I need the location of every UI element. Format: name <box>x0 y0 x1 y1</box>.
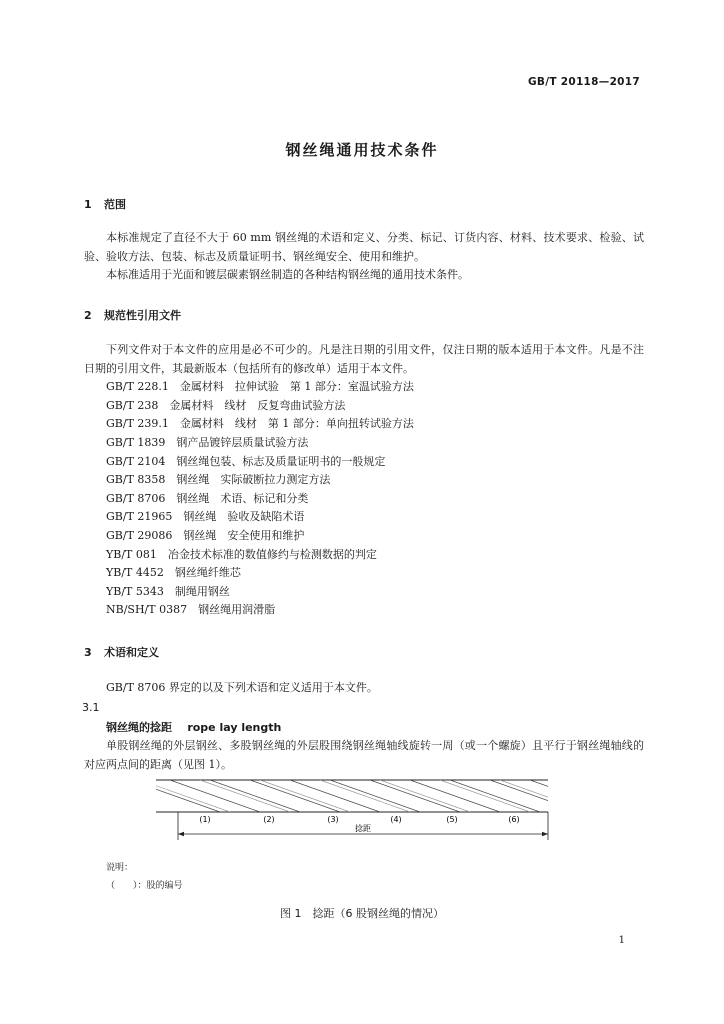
reference-item: GB/T 228.1 金属材料 拉伸试验 第 1 部分：室温试验方法 <box>106 380 414 393</box>
rope-body <box>150 780 560 812</box>
section-1-heading <box>84 196 126 212</box>
strand-label: (1) <box>199 815 211 824</box>
section-2-intro: 下列文件对于本文件的应用是必不可少的。凡是注日期的引用文件，仅注日期的版本适用于本文件。凡是不注日期的引用文件，其最新版本（包括所有的修改单）适用于本文件。 <box>84 343 644 375</box>
strand-label: (4) <box>390 815 402 824</box>
reference-item: YB/T 4452 钢丝绳纤维芯 <box>106 566 241 579</box>
strand-label: (2) <box>263 815 275 824</box>
section-3-number: 3 <box>84 646 92 659</box>
strand-label: (6) <box>508 815 520 824</box>
reference-item: GB/T 1839 钢产品镀锌层质量试验方法 <box>106 436 309 449</box>
reference-item: YB/T 081 冶金技术标准的数值修约与检测数据的判定 <box>106 548 377 561</box>
strand-label: (3) <box>327 815 339 824</box>
reference-item: NB/SH/T 0387 钢丝绳用润滑脂 <box>106 603 276 616</box>
section-2-number: 2 <box>84 309 92 322</box>
standard-number: GB/T 20118—2017 <box>527 76 640 88</box>
section-3-title: 术语和定义 <box>104 646 159 659</box>
figure-legend-item: （ ）：股的编号 <box>106 881 183 891</box>
reference-item: GB/T 239.1 金属材料 线材 第 1 部分：单向扭转试验方法 <box>106 417 414 430</box>
strand-label: (5) <box>446 815 458 824</box>
page-number: 1 <box>618 935 625 946</box>
term-title-cn: 钢丝绳的捻距 <box>106 721 172 734</box>
figure-legend-heading: 说明： <box>106 863 134 873</box>
term-number: 3.1 <box>82 701 100 714</box>
document-title: 钢丝绳通用技术条件 <box>285 141 439 159</box>
term-title <box>106 719 281 735</box>
strand-labels <box>199 815 519 824</box>
reference-item: GB/T 2104 钢丝绳包装、标志及质量证明书的一般规定 <box>106 455 386 468</box>
section-2-heading <box>84 307 181 323</box>
reference-item: GB/T 29086 钢丝绳 安全使用和维护 <box>106 529 305 542</box>
reference-item: YB/T 5343 制绳用钢丝 <box>106 585 230 598</box>
term-title-en: rope lay length <box>187 721 282 734</box>
figure-caption: 图 1 捻距（6 股钢丝绳的情况） <box>280 907 444 920</box>
reference-item: GB/T 8706 钢丝绳 术语、标记和分类 <box>106 492 309 505</box>
section-3-intro: GB/T 8706 界定的以及下列术语和定义适用于本文件。 <box>106 681 378 694</box>
reference-item: GB/T 8358 钢丝绳 实际破断拉力测定方法 <box>106 473 331 486</box>
section-3-heading <box>84 644 159 660</box>
lay-length-label: 捻距 <box>355 824 371 833</box>
section-1-paragraph-1: 本标准规定了直径不大于 60 mm 钢丝绳的术语和定义、分类、标记、订货内容、材料、技术要求、检验、试验、验收方法、包装、标志及质量证明书、钢丝绳安全、使用和维护。 <box>84 231 644 263</box>
section-1-number: 1 <box>84 198 92 211</box>
reference-item: GB/T 21965 钢丝绳 验收及缺陷术语 <box>106 510 305 523</box>
section-1-title: 范围 <box>104 198 126 211</box>
term-definition: 单股钢丝绳的外层钢丝、多股钢丝绳的外层股围绕钢丝绳轴线旋转一周（或一个螺旋）且平行于钢丝绳轴线的对应两点间的距离（见图 1）。 <box>84 739 644 771</box>
section-2-title: 规范性引用文件 <box>104 309 181 322</box>
rope-lay-figure <box>150 776 560 846</box>
reference-item: GB/T 238 金属材料 线材 反复弯曲试验方法 <box>106 399 346 412</box>
section-1-paragraph-2: 本标准适用于光面和镀层碳素钢丝制造的各种结构钢丝绳的通用技术条件。 <box>106 268 469 281</box>
